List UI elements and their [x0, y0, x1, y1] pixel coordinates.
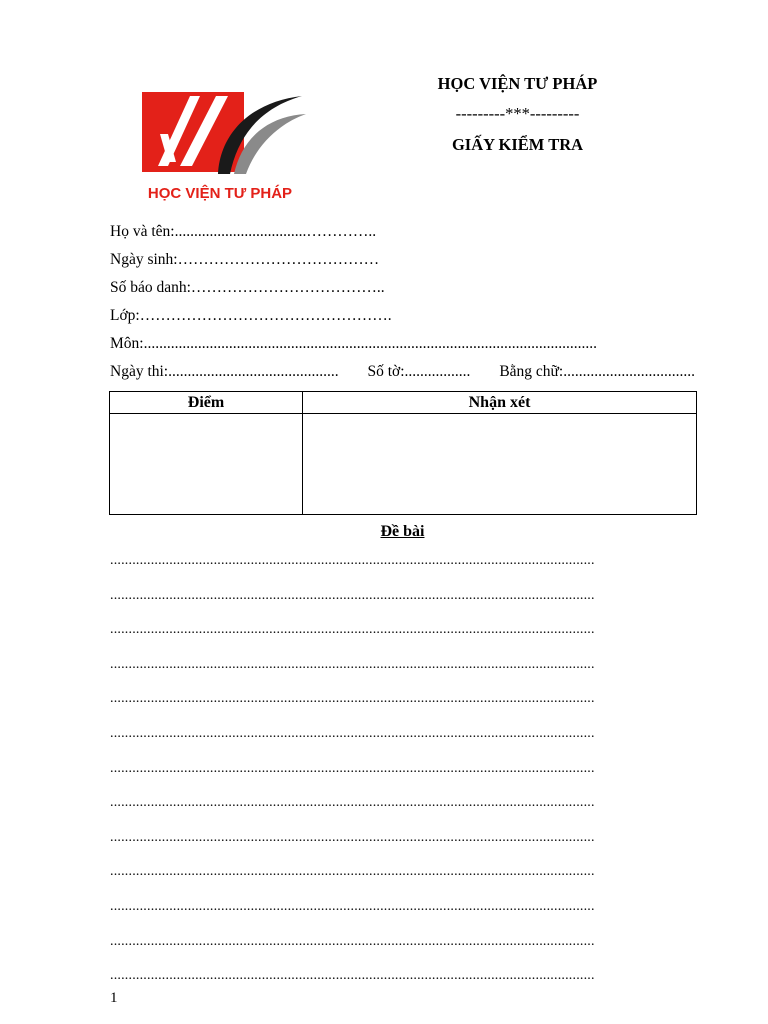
- exam-question-heading: Đề bài: [380, 523, 425, 540]
- score-cell: [110, 414, 303, 515]
- birth-date-field: Ngày sinh:…………………………………: [110, 251, 380, 268]
- answer-line: ...................................................................................................................................: [110, 760, 595, 776]
- in-words-field: Bằng chữ:..................................: [499, 363, 695, 380]
- answer-line: ...................................................................................................................................: [110, 587, 595, 603]
- comment-column-header: Nhận xét: [303, 392, 697, 414]
- exam-date-field: Ngày thi:............................................: [110, 363, 339, 380]
- page-number: 1: [110, 990, 118, 1006]
- school-name: HỌC VIỆN TƯ PHÁP: [437, 74, 598, 93]
- full-name-field: Họ và tên:..................................…………..: [110, 223, 377, 240]
- answer-line: ...................................................................................................................................: [110, 656, 595, 672]
- score-table-body-row: [110, 414, 697, 515]
- answer-line: ...................................................................................................................................: [110, 968, 595, 984]
- sheet-count-field: Số tờ:.................: [367, 363, 471, 380]
- comment-cell: [303, 414, 697, 515]
- answer-line: ...................................................................................................................................: [110, 726, 595, 741]
- score-table-header-row: [110, 392, 697, 414]
- answer-line: ...................................................................................................................................: [110, 691, 595, 707]
- form-title: GIẤY KIỂM TRA: [451, 135, 584, 154]
- candidate-number-field: Số báo danh:………………………………..: [110, 279, 385, 296]
- answer-line: ...................................................................................................................................: [110, 622, 595, 638]
- class-field: Lớp:………………………………………….: [110, 307, 392, 324]
- header-separator: ---------***---------: [455, 104, 580, 123]
- subject-field: Môn:.....................................................................................................................: [110, 335, 597, 352]
- score-table: [109, 391, 697, 515]
- answer-line: ...................................................................................................................................: [110, 899, 595, 914]
- answer-line: ...................................................................................................................................: [110, 933, 595, 949]
- answer-line: ...................................................................................................................................: [110, 864, 595, 880]
- answer-line: ...................................................................................................................................: [110, 795, 595, 811]
- score-column-header: Điểm: [110, 392, 303, 414]
- academy-logo: [110, 74, 330, 214]
- answer-line: ...................................................................................................................................: [110, 829, 595, 845]
- logo-caption: HỌC VIỆN TƯ PHÁP: [147, 185, 293, 202]
- exam-meta-row: [110, 362, 695, 382]
- answer-line: ...................................................................................................................................: [110, 553, 595, 568]
